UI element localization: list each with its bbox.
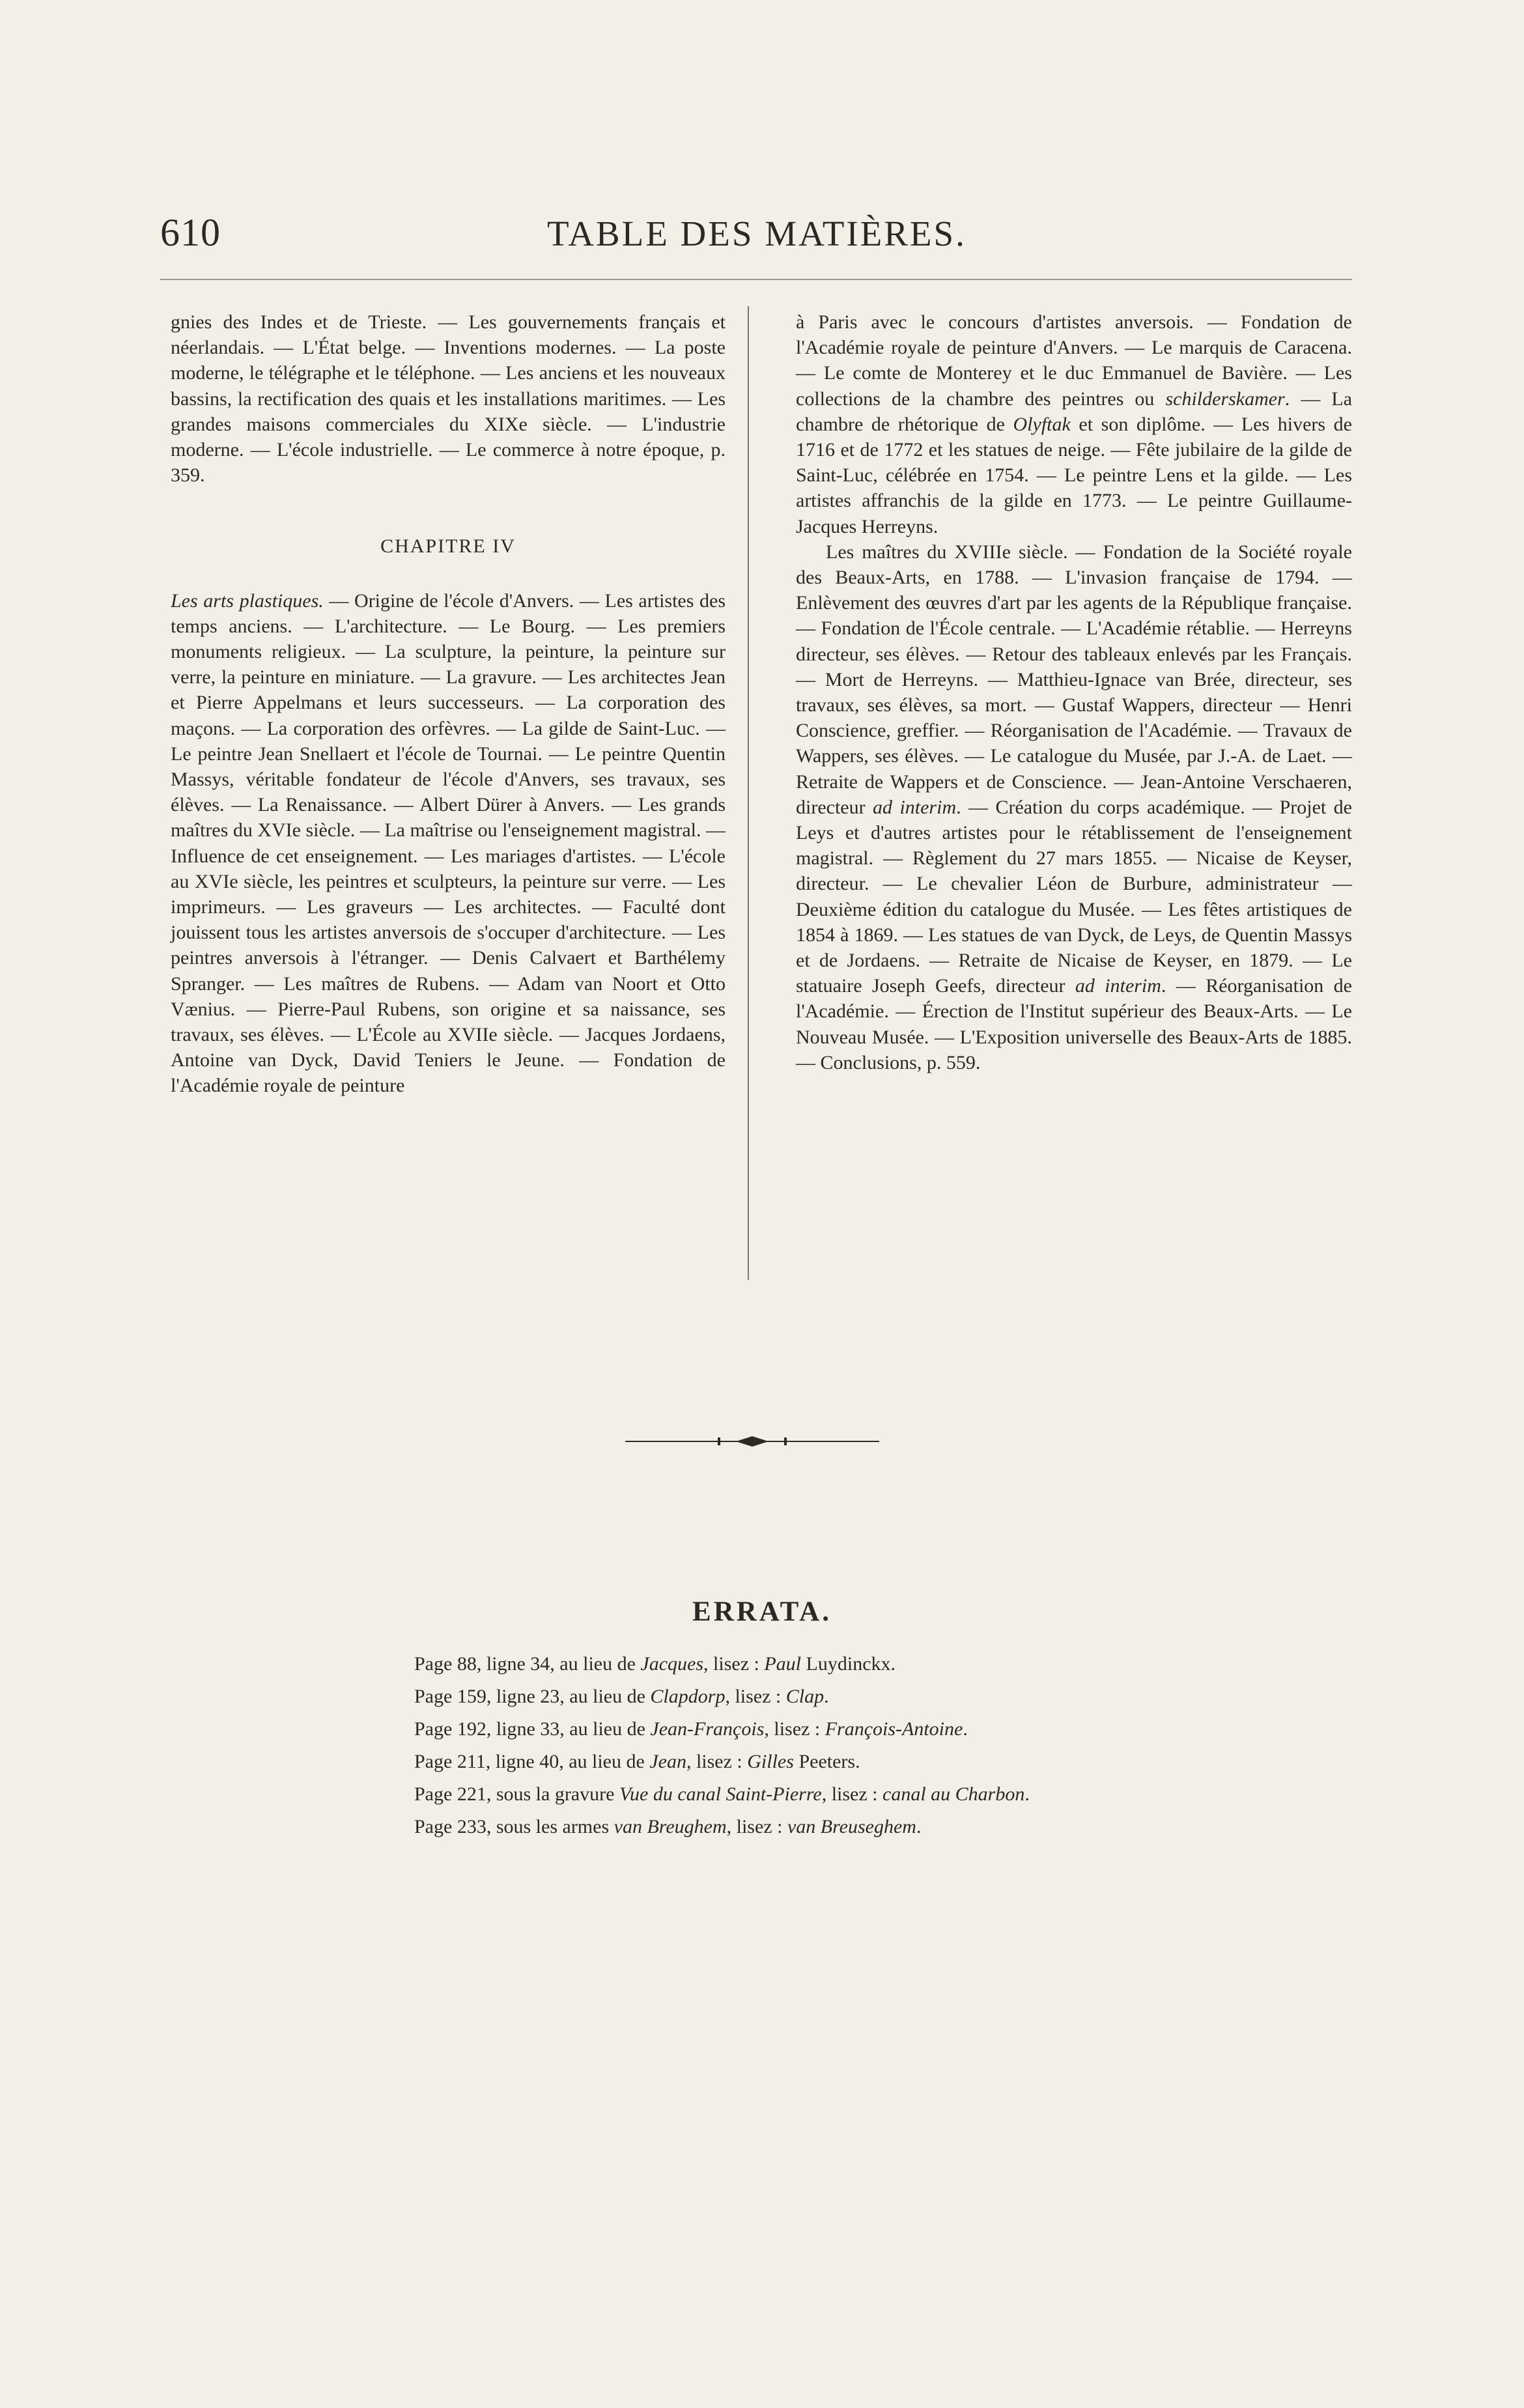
right-paragraph-second <box>796 539 1352 1075</box>
errata-text: . <box>963 1718 968 1740</box>
text-run: Les maîtres du XVIIIe siècle. — Fondation de la Société royale des Beaux-Arts, en 1788. — L'invasion française de 1794. — Enlèvement des œuvres d'art par les agents de la République française. — Fondation de l'École centrale. — L'Académie rétablie. — Herreyns directeur, ses élèves. — Retour des tableaux enlevés par les Français. — Mort de Herreyns. — Matthieu-Ignace van Brée, directeur, ses travaux, ses élèves, sa mort. — Gustaf Wappers, directeur — Henri Conscience, greffier. — Réorganisation de l'Académie. — Travaux de Wappers, ses élèves. — Le catalogue du Musée, par J.-A. de Laet. — Retraite de Wappers et de Conscience. — Jean-Antoine Verschaeren, directeur <box>796 541 1352 818</box>
errata-correct: Clap <box>785 1686 825 1707</box>
errata-line <box>414 1811 1209 1843</box>
errata-text: Page 233, sous les armes <box>414 1816 614 1837</box>
italic-term: ad interim <box>1075 975 1161 997</box>
errata-list <box>414 1648 1209 1843</box>
errata-correct: canal au Charbon <box>882 1783 1025 1805</box>
chapter-subject: Les arts plastiques. <box>171 589 324 612</box>
errata-text: Luydinckx. <box>801 1653 896 1675</box>
errata-line <box>414 1746 1209 1778</box>
errata-text: , lisez : <box>726 1816 787 1837</box>
errata-correct: van Breuseghem <box>787 1816 916 1837</box>
errata-correct: François-Antoine <box>825 1718 963 1740</box>
errata-wrong: Jean-François <box>650 1718 765 1740</box>
errata-line <box>414 1778 1209 1811</box>
errata-text: Peeters. <box>793 1751 860 1772</box>
errata-text: , lisez : <box>725 1686 786 1707</box>
italic-term: ad interim <box>873 796 957 818</box>
errata-text: , lisez : <box>686 1751 748 1772</box>
errata-text: , lisez : <box>764 1718 825 1740</box>
text-run: à Paris avec le concours d'artistes anversois. — Fondation de l'Académie royale de peinture d'Anvers. — Le marquis de Caracena. — Le comte de Monterey et le duc Emmanuel de Bavière. — Les collections de la chambre des peintres ou <box>796 311 1352 410</box>
column-divider <box>748 306 749 1280</box>
errata-wrong: Clapdorp <box>650 1686 726 1707</box>
errata-correct: Gilles <box>747 1751 794 1772</box>
errata-title: ERRATA. <box>692 1596 832 1627</box>
ornament-divider <box>625 1433 879 1450</box>
errata-correct: Paul <box>764 1653 802 1675</box>
errata-text: Page 159, ligne 23, au lieu de <box>414 1686 651 1707</box>
italic-term: Olyftak <box>1013 413 1071 435</box>
errata-wrong: Vue du canal Saint-Pierre <box>619 1783 822 1805</box>
left-paragraph-continuation: gnies des Indes et de Trieste. — Les gouvernements français et néerlandais. — L'État belge. — Inventions modernes. — La poste moderne, le télégraphe et le téléphone. — Les anciens et les nouveaux bassins, la rectification des quais et les installations maritimes. — Les grandes maisons commerciales du XIXe siècle. — L'industrie moderne. — L'école industrielle. — Le commerce à notre époque, p. 359. <box>171 311 726 487</box>
errata-wrong: Jacques <box>640 1653 704 1675</box>
errata-text: . <box>916 1816 922 1837</box>
errata-text: , lisez : <box>821 1783 883 1805</box>
text-run: . — Création du corps académique. — Projet de Leys et d'autres artistes pour le rétablissement de l'enseignement magistral. — Règlement du 27 mars 1855. — Nicaise de Keyser, directeur. — Le chevalier Léon de Burbure, administrateur — Deuxième édition du catalogue du Musée. — Les fêtes artistiques de 1854 à 1869. — Les statues de van Dyck, de Leys, de Quentin Massys et de Jordaens. — Retraite de Nicaise de Keyser, en 1879. — Le statuaire Joseph Geefs, directeur <box>796 796 1352 997</box>
errata-text: . <box>1024 1783 1030 1805</box>
running-title: TABLE DES MATIÈRES. <box>547 214 967 253</box>
errata-text: Page 88, ligne 34, au lieu de <box>414 1653 641 1675</box>
right-paragraph-continuation <box>796 309 1352 539</box>
text-run: et son diplôme. — Les hivers de 1716 et de 1772 et les statues de neige. — Fête jubilaire de la gilde de Saint-Luc, célébrée en 1754. — Le peintre Lens et la gilde. — Les artistes affranchis de la gilde en 1773. — Le peintre Guillaume-Jacques Herreyns. <box>796 413 1352 537</box>
text-run: . — Réorganisation de l'Académie. — Érection de l'Institut supérieur des Beaux-Arts. — Le Nouveau Musée. — L'Exposition universelle des Beaux-Arts de 1885. — Conclusions, p. 559. <box>796 975 1352 1073</box>
errata-line <box>414 1713 1209 1746</box>
errata-line <box>414 1648 1209 1680</box>
left-column <box>171 309 726 1099</box>
errata-text: Page 221, sous la gravure <box>414 1783 619 1805</box>
right-column <box>796 309 1352 1075</box>
page-number: 610 <box>160 211 221 254</box>
errata-text: Page 192, ligne 33, au lieu de <box>414 1718 651 1740</box>
errata-line <box>414 1680 1209 1713</box>
chapter-heading: CHAPITRE IV <box>380 535 516 558</box>
chapter-summary-text: — Origine de l'école d'Anvers. — Les artistes des temps anciens. — L'architecture. — Le Bourg. — Les premiers monuments religieux. — La sculpture, la peinture, la peinture sur verre, la peinture en miniature. — La gravure. — Les architectes Jean et Pierre Appelmans et leurs successeurs. — La corporation des maçons. — La corporation des orfèvres. — La gilde de Saint-Luc. — Le peintre Jean Snellaert et l'école de Tournai. — Le peintre Quentin Massys, véritable fondateur de l'école d'Anvers, ses travaux, ses élèves. — La Renaissance. — Albert Dürer à Anvers. — Les grands maîtres du XVIe siècle. — La maîtrise ou l'enseignement magistral. — Influence de cet enseignement. — Les mariages d'artistes. — L'école au XVIe siècle, les peintres et sculpteurs, la peinture sur verre. — Les imprimeurs. — Les graveurs — Les architectes. — Faculté dont jouissent tous les artistes anversois de s'occuper d'architecture. — Les peintres anversois à l'étranger. — Denis Calvaert et Barthélemy Spranger. — Les maîtres de Rubens. — Adam van Noort et Otto Vænius. — Pierre-Paul Rubens, son origine et sa naissance, ses travaux, ses élèves. — L'École au XVIIe siècle. — Jacques Jordaens, Antoine van Dyck, David Teniers le Jeune. — Fondation de l'Académie royale de peinture <box>171 589 726 1097</box>
errata-text: Page 211, ligne 40, au lieu de <box>414 1751 650 1772</box>
chapter-summary <box>171 588 726 1099</box>
header-rule <box>160 279 1352 280</box>
italic-term: schilderskamer <box>1165 388 1285 410</box>
errata-wrong: van Breughem <box>614 1816 727 1837</box>
errata-text: , lisez : <box>703 1653 765 1675</box>
text-run: . — La chambre de rhétorique de <box>796 388 1353 435</box>
errata-text: . <box>824 1686 829 1707</box>
errata-wrong: Jean <box>649 1751 686 1772</box>
